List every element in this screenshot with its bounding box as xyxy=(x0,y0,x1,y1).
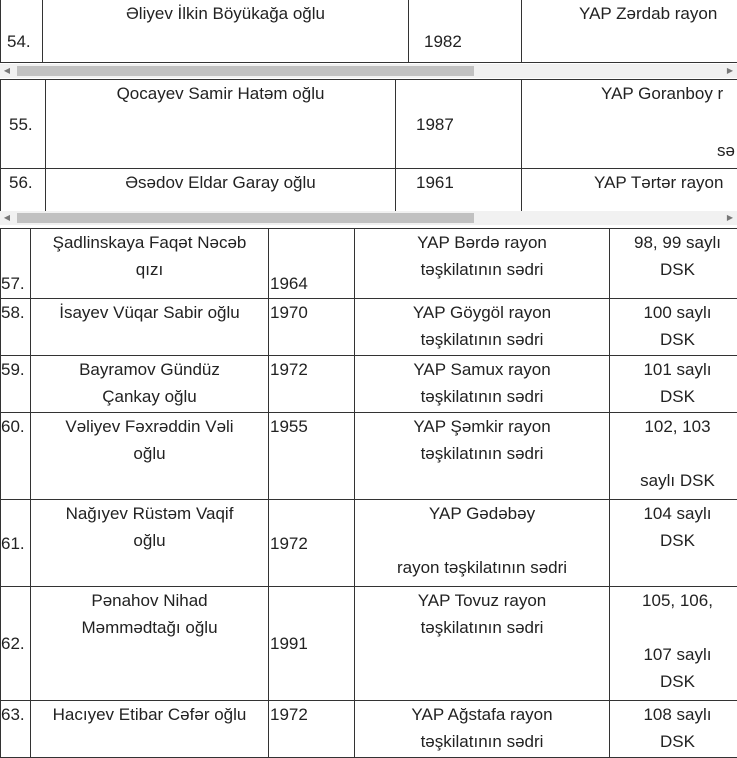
dsk-info-line xyxy=(618,440,737,467)
table-row xyxy=(1,229,737,299)
dsk-info-line: 104 saylı xyxy=(618,500,737,527)
dsk-info xyxy=(610,299,737,356)
dsk-info-line: DSK xyxy=(618,728,737,755)
row-number xyxy=(1,356,31,413)
scroll-left-arrow-icon[interactable]: ◀ xyxy=(0,211,14,225)
dsk-info xyxy=(610,356,737,413)
birth-year: 1961 xyxy=(396,169,522,212)
birth-year xyxy=(269,299,355,356)
birth-year xyxy=(269,413,355,500)
row-number: 55. xyxy=(1,80,46,169)
dsk-info-line: DSK xyxy=(618,326,737,353)
scroll-right-arrow-icon[interactable]: ▶ xyxy=(723,211,737,225)
table-row xyxy=(1,299,737,356)
dsk-info-line: 105, 106, xyxy=(618,587,737,614)
organization-line: təşkilatının sədri xyxy=(355,728,609,755)
row-number-line: 63. xyxy=(1,701,30,728)
dsk-info-line: DSK xyxy=(618,668,737,695)
birth-year-line: 1964 xyxy=(270,270,354,297)
main-table xyxy=(0,228,737,758)
person-name: Əliyev İlkin Böyükağa oğlu xyxy=(43,0,409,63)
person-name-line: Vəliyev Fəxrəddin Vəli xyxy=(31,413,268,440)
table-row xyxy=(1,701,737,758)
person-name-line: oğlu xyxy=(31,527,268,554)
organization-text: YAP Goranboy r xyxy=(601,80,737,107)
scrollbar-thumb[interactable] xyxy=(17,213,474,223)
organization-line: təşkilatının sədri xyxy=(355,440,609,467)
row-number xyxy=(1,587,31,701)
dsk-info xyxy=(610,701,737,758)
dsk-info-line: saylı DSK xyxy=(618,467,737,494)
birth-year xyxy=(269,229,355,299)
birth-year: 1987 xyxy=(396,80,522,169)
birth-year: 1982 xyxy=(409,0,522,63)
dsk-info-line: 108 saylı xyxy=(618,701,737,728)
organization-text-cont: sə xyxy=(717,137,735,164)
dsk-info-line: DSK xyxy=(618,527,737,554)
organization-line: YAP Göygöl rayon xyxy=(355,299,609,326)
organization xyxy=(355,701,610,758)
person-name-line: Nağıyev Rüstəm Vaqif xyxy=(31,500,268,527)
row-number: 54. xyxy=(1,0,43,63)
row-number xyxy=(1,413,31,500)
person-name-line: Çankay oğlu xyxy=(31,383,268,410)
table-row-55 xyxy=(1,80,737,169)
row-number-line: 61. xyxy=(1,530,30,557)
birth-year-line: 1972 xyxy=(270,701,354,728)
row-number xyxy=(1,500,31,587)
organization-line: YAP Bərdə rayon xyxy=(355,229,609,256)
scroll-left-arrow-icon[interactable]: ◀ xyxy=(0,64,14,78)
person-name: Əsədov Eldar Garay oğlu xyxy=(46,169,396,212)
scrollbar-thumb[interactable] xyxy=(17,66,474,76)
person-name xyxy=(31,299,269,356)
row-number-line: 58. xyxy=(1,299,30,326)
organization xyxy=(522,80,737,169)
organization-line: təşkilatının sədri xyxy=(355,256,609,283)
organization-line: YAP Şəmkir rayon xyxy=(355,413,609,440)
dsk-info-line: 102, 103 xyxy=(618,413,737,440)
row-number-line: 57. xyxy=(1,270,30,297)
horizontal-scrollbar[interactable] xyxy=(0,64,737,78)
organization xyxy=(355,587,610,701)
organization: YAP Zərdab rayon xyxy=(522,0,737,63)
person-name-line: Məmmədtağı oğlu xyxy=(31,614,268,641)
organization xyxy=(355,356,610,413)
birth-year-line: 1991 xyxy=(270,630,354,657)
person-name xyxy=(31,587,269,701)
organization-line: təşkilatının sədri xyxy=(355,326,609,353)
dsk-info-line: 98, 99 saylı xyxy=(618,229,737,256)
dsk-info-line: DSK xyxy=(618,256,737,283)
organization xyxy=(355,413,610,500)
organization xyxy=(355,299,610,356)
organization-line: YAP Ağstafa rayon xyxy=(355,701,609,728)
organization xyxy=(355,500,610,587)
person-name-line: qızı xyxy=(31,256,268,283)
person-name-line: İsayev Vüqar Sabir oğlu xyxy=(31,299,268,326)
row-number-line: 60. xyxy=(1,413,30,440)
dsk-info xyxy=(610,413,737,500)
person-name-line: Hacıyev Etibar Cəfər oğlu xyxy=(31,701,268,728)
row-number: 56. xyxy=(1,169,46,212)
scroll-right-arrow-icon[interactable]: ▶ xyxy=(723,64,737,78)
person-name xyxy=(31,500,269,587)
birth-year-line: 1955 xyxy=(270,413,354,440)
dsk-info-line: DSK xyxy=(618,383,737,410)
row-number xyxy=(1,299,31,356)
dsk-info xyxy=(610,587,737,701)
person-name xyxy=(31,229,269,299)
organization-line: YAP Samux rayon xyxy=(355,356,609,383)
birth-year-line: 1972 xyxy=(270,356,354,383)
person-name-line: Pənahov Nihad xyxy=(31,587,268,614)
table-row xyxy=(1,587,737,701)
table-row xyxy=(1,413,737,500)
table-row-54 xyxy=(0,0,737,63)
dsk-info xyxy=(610,500,737,587)
organization-line: təşkilatının sədri xyxy=(355,614,609,641)
organization-line: YAP Tovuz rayon xyxy=(355,587,609,614)
birth-year xyxy=(269,587,355,701)
organization xyxy=(355,229,610,299)
table-row xyxy=(1,500,737,587)
dsk-info-line xyxy=(618,614,737,641)
person-name xyxy=(31,413,269,500)
birth-year-line: 1972 xyxy=(270,530,354,557)
table-row xyxy=(1,356,737,413)
person-name xyxy=(31,701,269,758)
dsk-info-line: 101 saylı xyxy=(618,356,737,383)
horizontal-scrollbar[interactable] xyxy=(0,211,737,225)
person-name-line: Bayramov Gündüz xyxy=(31,356,268,383)
person-name-line: oğlu xyxy=(31,440,268,467)
organization-line xyxy=(355,527,609,554)
row-number xyxy=(1,229,31,299)
row-number xyxy=(1,701,31,758)
row-number-line: 62. xyxy=(1,630,30,657)
birth-year xyxy=(269,356,355,413)
organization: YAP Tərtər rayon xyxy=(522,169,737,212)
organization-line: rayon təşkilatının sədri xyxy=(355,554,609,581)
organization-line: təşkilatının sədri xyxy=(355,383,609,410)
person-name xyxy=(31,356,269,413)
birth-year xyxy=(269,701,355,758)
dsk-info-line: 100 saylı xyxy=(618,299,737,326)
table-rows-55-56 xyxy=(0,79,737,212)
birth-year xyxy=(269,500,355,587)
organization-line: YAP Gədəbəy xyxy=(355,500,609,527)
table-row-56 xyxy=(1,169,737,212)
row-number-line: 59. xyxy=(1,356,30,383)
dsk-info xyxy=(610,229,737,299)
birth-year-line: 1970 xyxy=(270,299,354,326)
person-name-line: Şadlinskaya Faqət Nəcəb xyxy=(31,229,268,256)
person-name: Qocayev Samir Hatəm oğlu xyxy=(46,80,396,169)
dsk-info-line: 107 saylı xyxy=(618,641,737,668)
